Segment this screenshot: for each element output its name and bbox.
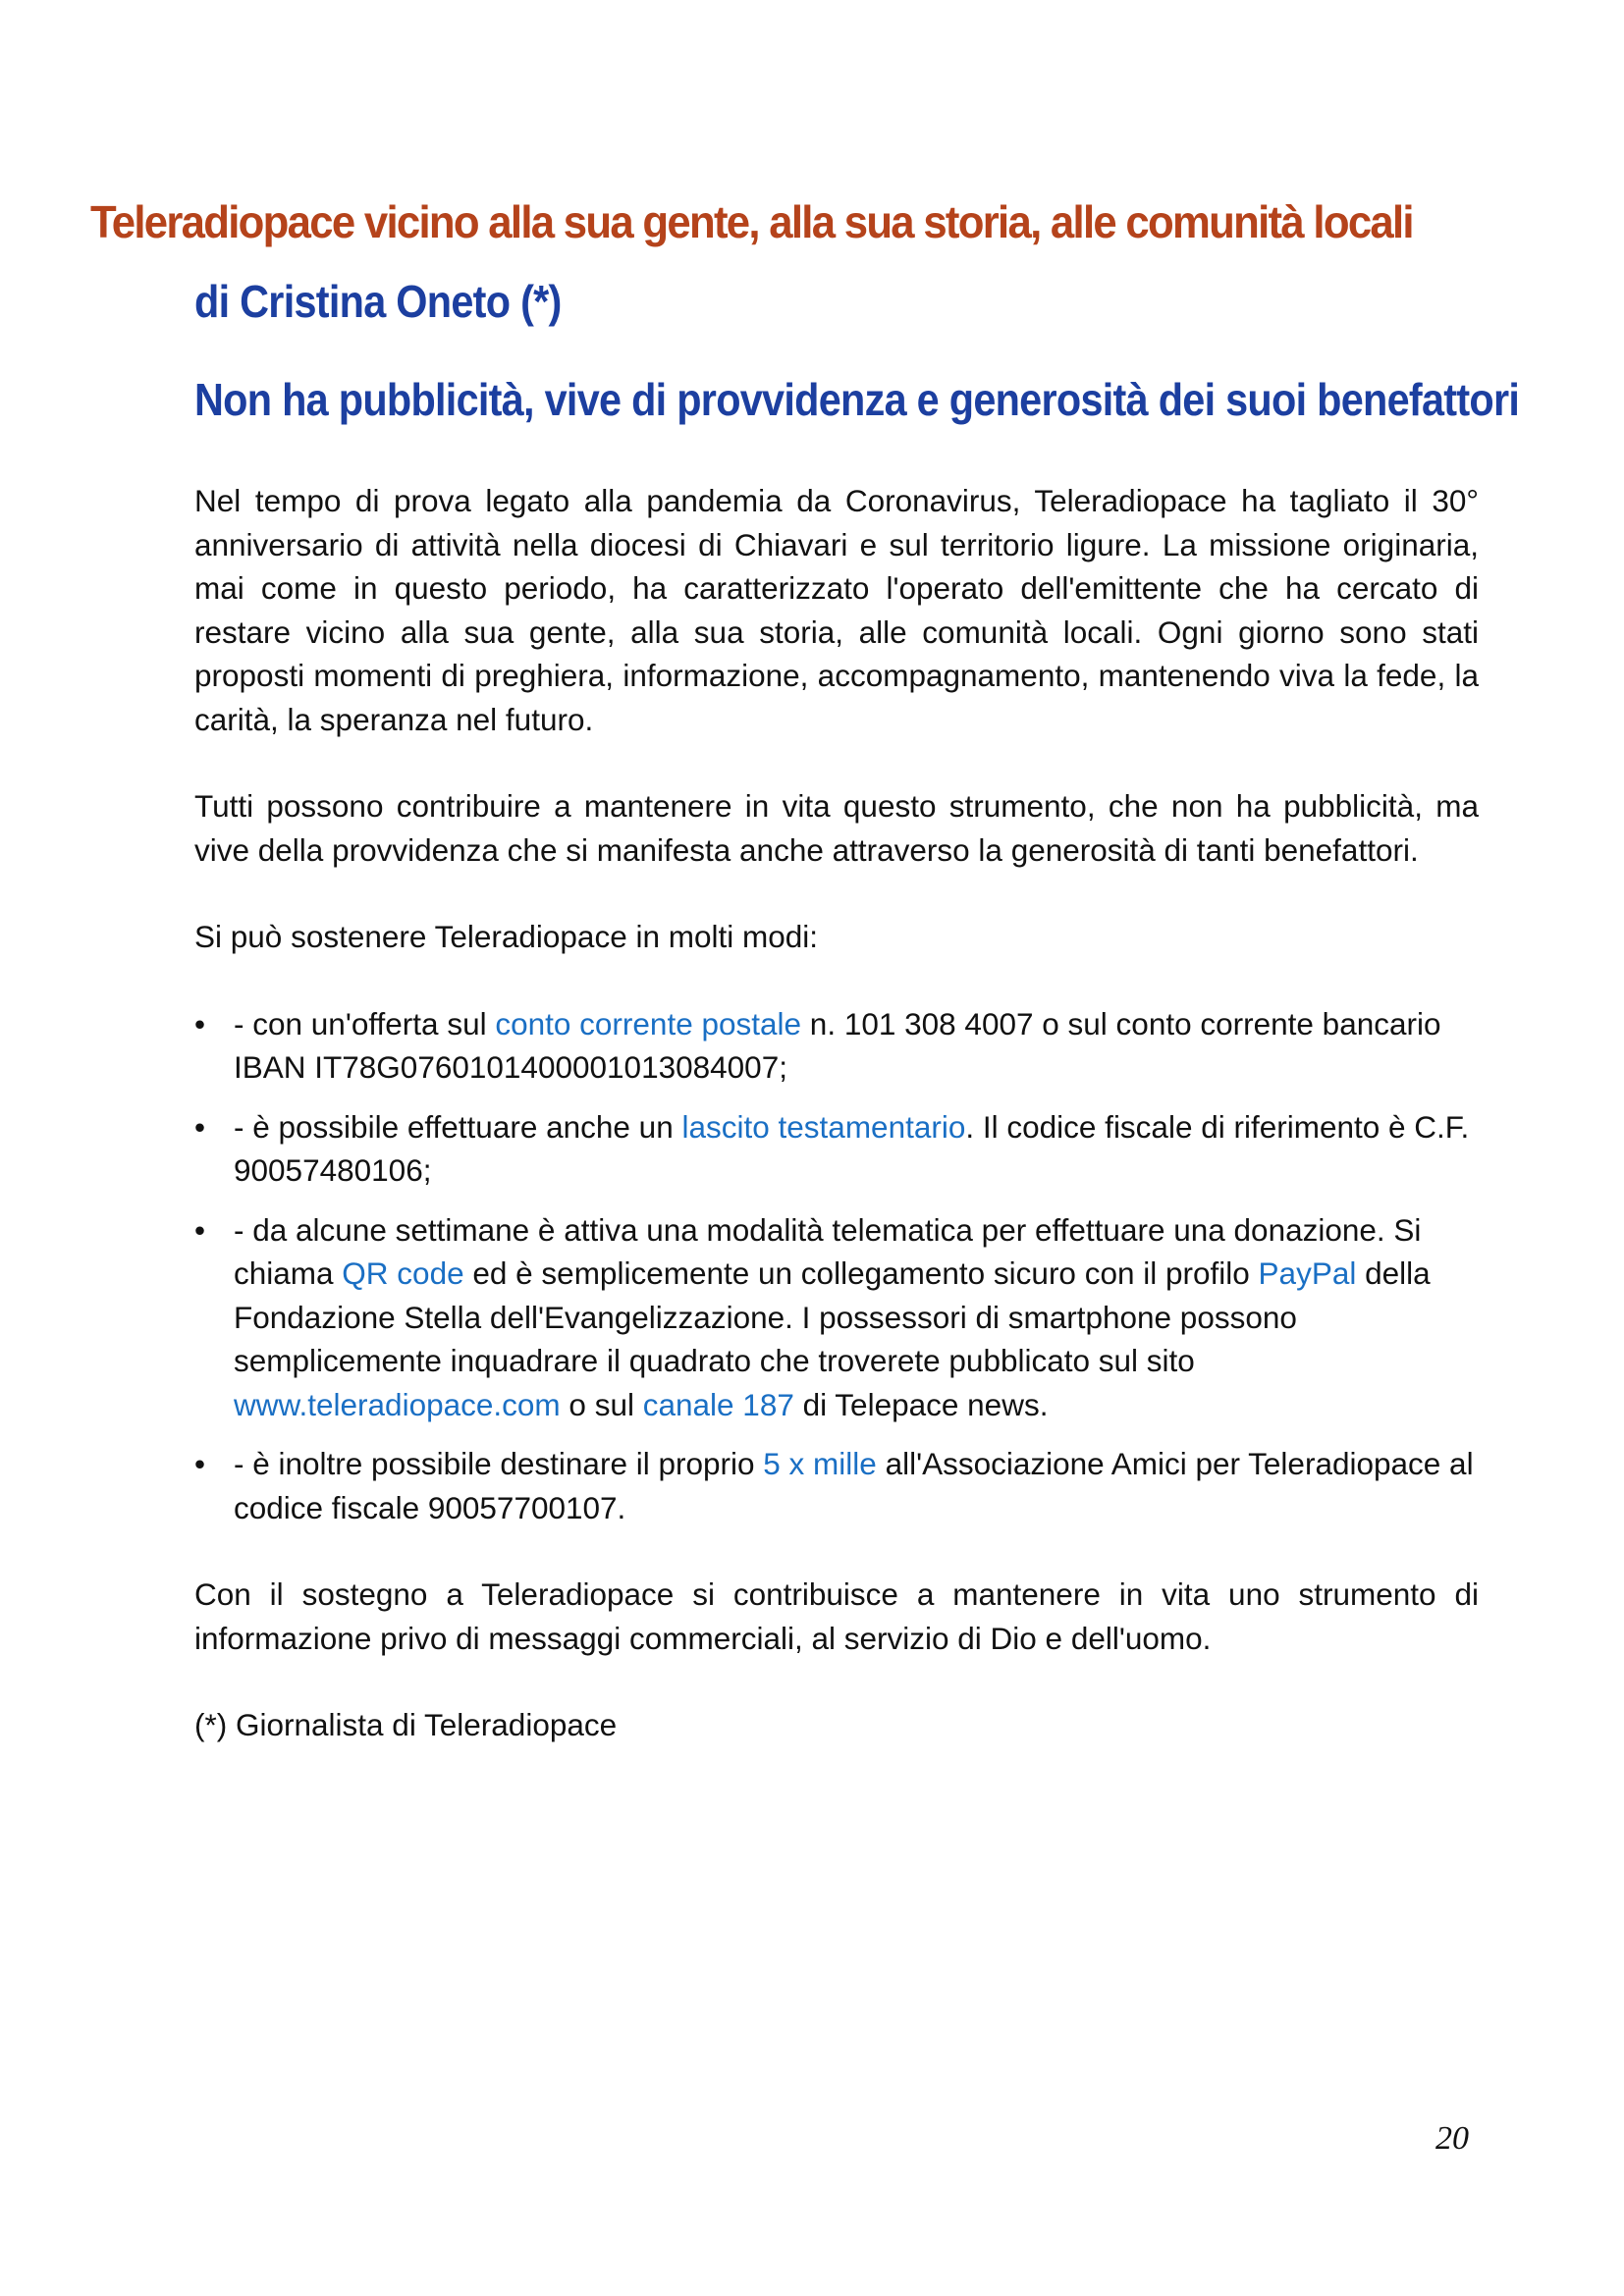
list-item-text: - da alcune settimane è attiva una modalità telematica per effettuare una donazione. Si chiama <box>234 1211 1422 1291</box>
link-qr-code[interactable]: QR code <box>342 1255 464 1291</box>
link-website[interactable]: www.teleradiopace.com <box>234 1386 561 1422</box>
list-item-text: di Telepace news. <box>793 1386 1049 1422</box>
paragraph-support: Tutti possono contribuire a mantenere in vita questo strumento, che non ha pubblicità, ma vive della provvidenza che si manifesta anche attraverso la generosità di tanti benefattori. <box>194 788 1479 868</box>
list-item-text: all'Associazione Amici per Teleradiopace al codice fiscale 90057700107. <box>234 1446 1474 1525</box>
bullet-icon: • <box>194 1108 206 1145</box>
list-item-text: - è inoltre possibile destinare il proprio <box>234 1446 764 1481</box>
list-item-bequest <box>194 1105 1479 1193</box>
bullet-icon: • <box>194 1446 206 1481</box>
list-item-text: - con un'offerta sul <box>234 1005 496 1041</box>
paragraph-conclusion: Con il sostegno a Teleradiopace si contribuisce a mantenere in vita uno strumento di informazione privo di messaggi commerciali, al servizio di Dio e dell'uomo. <box>194 1576 1479 1656</box>
list-item-text: . Il codice fiscale di riferimento è C.F. 90057480106; <box>234 1108 1470 1188</box>
bullet-icon: • <box>194 1211 206 1248</box>
paragraph-ways-intro: Si può sostenere Teleradiopace in molti modi: <box>194 919 819 954</box>
list-item-text: - è possibile effettuare anche un <box>234 1108 682 1145</box>
list-item-text: ed è semplicemente un collegamento sicuro con il profilo <box>463 1255 1259 1291</box>
article-byline: di Cristina Oneto (*) <box>194 276 562 327</box>
page-number: 20 <box>1435 2120 1469 2157</box>
link-5-x-mille[interactable]: 5 x mille <box>763 1446 877 1481</box>
link-conto-corrente-postale[interactable]: conto corrente postale <box>495 1005 802 1041</box>
link-lascito-testamentario[interactable]: lascito testamentario <box>681 1108 966 1145</box>
list-item-5x1000 <box>194 1442 1479 1529</box>
support-list <box>194 1002 1479 1530</box>
list-item-qr-donation <box>194 1208 1479 1427</box>
list-item-postal-account <box>194 1002 1479 1090</box>
link-paypal[interactable]: PayPal <box>1258 1255 1357 1291</box>
article-title: Teleradiopace vicino alla sua gente, alla sua storia, alle comunità locali <box>90 196 1413 247</box>
author-footnote: (*) Giornalista di Teleradiopace <box>194 1707 618 1742</box>
paragraph-intro: Nel tempo di prova legato alla pandemia da Coronavirus, Teleradiopace ha tagliato il 30° anniversario di attività nella diocesi di Chiavari e sul territorio ligure. La missione originaria, mai come in questo periodo, ha caratterizzato l'operato dell'emittente che ha cercato di restare vicino alla sua gente, alla sua storia, alle comunità locali. Ogni giorno sono stati proposti momenti di preghiera, informazione, accompagnamento, mantenendo viva la fede, la carità, la speranza nel futuro. <box>194 483 1479 737</box>
article-body <box>194 479 1479 1790</box>
list-item-text: o sul <box>560 1386 643 1422</box>
article-subtitle: Non ha pubblicità, vive di provvidenza e generosità dei suoi benefattori <box>194 374 1520 425</box>
list-item-text: della Fondazione Stella dell'Evangelizzazione. I possessori di smartphone possono semplicemente inquadrare il quadrato che troverete pubblicato sul sito <box>234 1255 1431 1378</box>
bullet-icon: • <box>194 1005 206 1041</box>
link-canale-187[interactable]: canale 187 <box>642 1386 794 1422</box>
list-item-text: n. 101 308 4007 o sul conto corrente bancario IBAN IT78G0760101400001013084007; <box>234 1005 1441 1085</box>
